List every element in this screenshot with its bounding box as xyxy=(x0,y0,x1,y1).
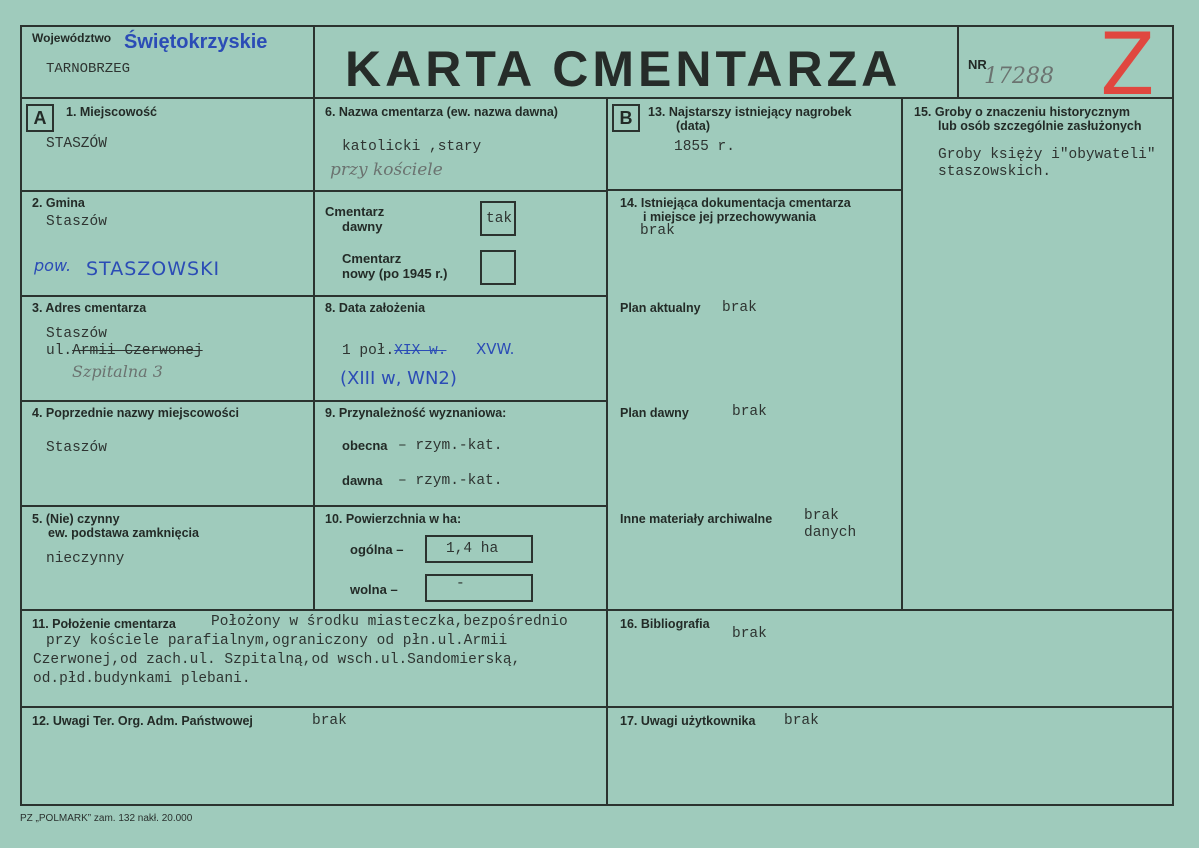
f11-line-3: Czerwonej,od zach.ul. Szpitalną,od wsch.ul.Sandomierską, xyxy=(33,652,521,668)
f10-ogolna-label: ogólna – xyxy=(350,542,404,557)
f16-value: brak xyxy=(732,626,767,642)
row5-divider xyxy=(20,609,1174,611)
f11-line-4: od.płd.budynkami plebani. xyxy=(33,671,251,687)
row1-divider-b xyxy=(606,189,902,191)
plan-aktualny-value: brak xyxy=(722,300,757,316)
f2-hand-value: STASZOWSKI xyxy=(86,258,221,280)
f17-value: brak xyxy=(784,713,819,729)
f2-label: 2. Gmina xyxy=(32,196,85,210)
plan-aktualny-label: Plan aktualny xyxy=(620,301,701,315)
f14-label-1: 14. Istniejąca dokumentacja cmentarza xyxy=(620,196,851,210)
f15-line-2: staszowskich. xyxy=(938,164,1052,180)
f10-wolna-value: - xyxy=(456,576,465,592)
f8-hand-2: (XIII w, WN2) xyxy=(340,368,457,389)
bottom-border xyxy=(20,804,1174,806)
f10-wolna-label: wolna – xyxy=(350,582,398,597)
f7-dawny-value: tak xyxy=(486,211,513,227)
f7-dawny-label-1: Cmentarz xyxy=(325,204,385,219)
row6-divider xyxy=(20,706,1174,708)
f4-value: Staszów xyxy=(46,440,107,456)
f11-line-2: przy kościele parafialnym,ograniczony od płn.ul.Armii xyxy=(46,633,508,649)
f12-label: 12. Uwagi Ter. Org. Adm. Państwowej xyxy=(32,714,253,728)
f3-line2 xyxy=(46,343,203,360)
printer-footer: PZ „POLMARK” zam. 132 nakł. 20.000 xyxy=(20,813,193,824)
f13-label-1: 13. Najstarszy istniejący nagrobek xyxy=(648,105,852,119)
f8-hand-1: XVW. xyxy=(476,340,515,358)
f17-label: 17. Uwagi użytkownika xyxy=(620,714,756,728)
f15-line-1: Groby księży i"obywateli" xyxy=(938,147,1156,163)
f14-value: brak xyxy=(640,223,675,239)
f7-nowy-checkbox xyxy=(480,250,516,285)
f9-obecna-label: obecna xyxy=(342,438,388,453)
f12-value: brak xyxy=(312,713,347,729)
f4-label: 4. Poprzednie nazwy miejscowości xyxy=(32,406,240,420)
f10-wolna-box xyxy=(425,574,533,602)
plan-dawny-value: brak xyxy=(732,404,767,420)
f3-label: 3. Adres cmentarza xyxy=(32,301,147,315)
f9-obecna-value: – rzym.-kat. xyxy=(398,438,503,454)
inne-value-2: danych xyxy=(804,525,857,541)
col-sep-3 xyxy=(901,97,903,609)
header-sep-2 xyxy=(957,25,959,97)
f10-ogolna-box xyxy=(425,535,533,563)
f13-label-2: (data) xyxy=(676,119,711,133)
f3-line2-struck: Armii Czerwonej xyxy=(72,343,203,359)
f7-nowy-label-2: nowy (po 1945 r.) xyxy=(342,266,448,281)
f16-label: 16. Bibliografia xyxy=(620,617,710,631)
wojewodztwo-typed: TARNOBRZEG xyxy=(46,61,131,77)
wojewodztwo-stamp: Świętokrzyskie xyxy=(124,31,268,53)
wojewodztwo-label: Województwo xyxy=(32,31,112,45)
inne-value-1: brak xyxy=(804,508,839,524)
f13-value: 1855 r. xyxy=(674,139,735,155)
f15-label-1: 15. Groby o znaczeniu historycznym xyxy=(914,105,1131,119)
f3-hand: Szpitalna 3 xyxy=(72,362,163,381)
f9-dawna-label: dawna xyxy=(342,473,383,488)
f5-label-1: 5. (Nie) czynny xyxy=(32,512,120,526)
f7-dawny-label-2: dawny xyxy=(342,219,383,234)
f2-value: Staszów xyxy=(46,214,107,230)
f11-label: 11. Położenie cmentarza xyxy=(32,617,176,631)
f6-label: 6. Nazwa cmentarza (ew. nazwa dawna) xyxy=(325,105,558,119)
f5-value: nieczynny xyxy=(46,551,125,567)
f8-struck: XIX w. xyxy=(394,343,447,359)
f2-hand-prefix: pow. xyxy=(34,256,72,275)
f8-prefix: 1 poł. xyxy=(342,343,395,359)
section-b-box: B xyxy=(612,104,640,132)
col-sep-2 xyxy=(606,97,608,806)
nr-label: NR xyxy=(968,57,987,72)
f10-label: 10. Powierzchnia w ha: xyxy=(325,512,462,526)
f6-hand: przy kościele xyxy=(330,160,443,180)
f8-label: 8. Data założenia xyxy=(325,301,426,315)
f9-dawna-value: – rzym.-kat. xyxy=(398,473,503,489)
f9-label: 9. Przynależność wyznaniowa: xyxy=(325,406,507,420)
f8-value xyxy=(342,343,446,360)
header-sep-1 xyxy=(313,25,315,97)
col-sep-1 xyxy=(313,97,315,609)
plan-dawny-label: Plan dawny xyxy=(620,406,689,420)
f10-ogolna-value: 1,4 ha xyxy=(446,541,499,557)
inne-label: Inne materiały archiwalne xyxy=(620,512,773,526)
category-mark: Z xyxy=(1100,15,1155,115)
f7-dawny-checkbox xyxy=(480,201,516,236)
f3-line2-prefix: ul. xyxy=(46,343,73,359)
f5-label-2: ew. podstawa zamknięcia xyxy=(48,526,199,540)
right-border xyxy=(1172,25,1174,806)
top-border xyxy=(20,25,1174,27)
section-a-box: A xyxy=(26,104,54,132)
nr-value: 17288 xyxy=(984,64,1054,89)
f11-line-1: Położony w środku miasteczka,bezpośrednio xyxy=(211,614,568,630)
card-title: KARTA CMENTARZA xyxy=(345,41,902,97)
f3-line1: Staszów xyxy=(46,326,107,342)
f7-nowy-label-1: Cmentarz xyxy=(342,251,402,266)
f14-label-2: i miejsce jej przechowywania xyxy=(643,210,816,224)
f1-value: STASZÓW xyxy=(46,136,107,152)
f6-value: katolicki ,stary xyxy=(342,139,482,155)
left-border xyxy=(20,25,22,806)
f15-label-2: lub osób szczególnie zasłużonych xyxy=(938,119,1142,133)
f1-label: 1. Miejscowość xyxy=(66,105,158,119)
